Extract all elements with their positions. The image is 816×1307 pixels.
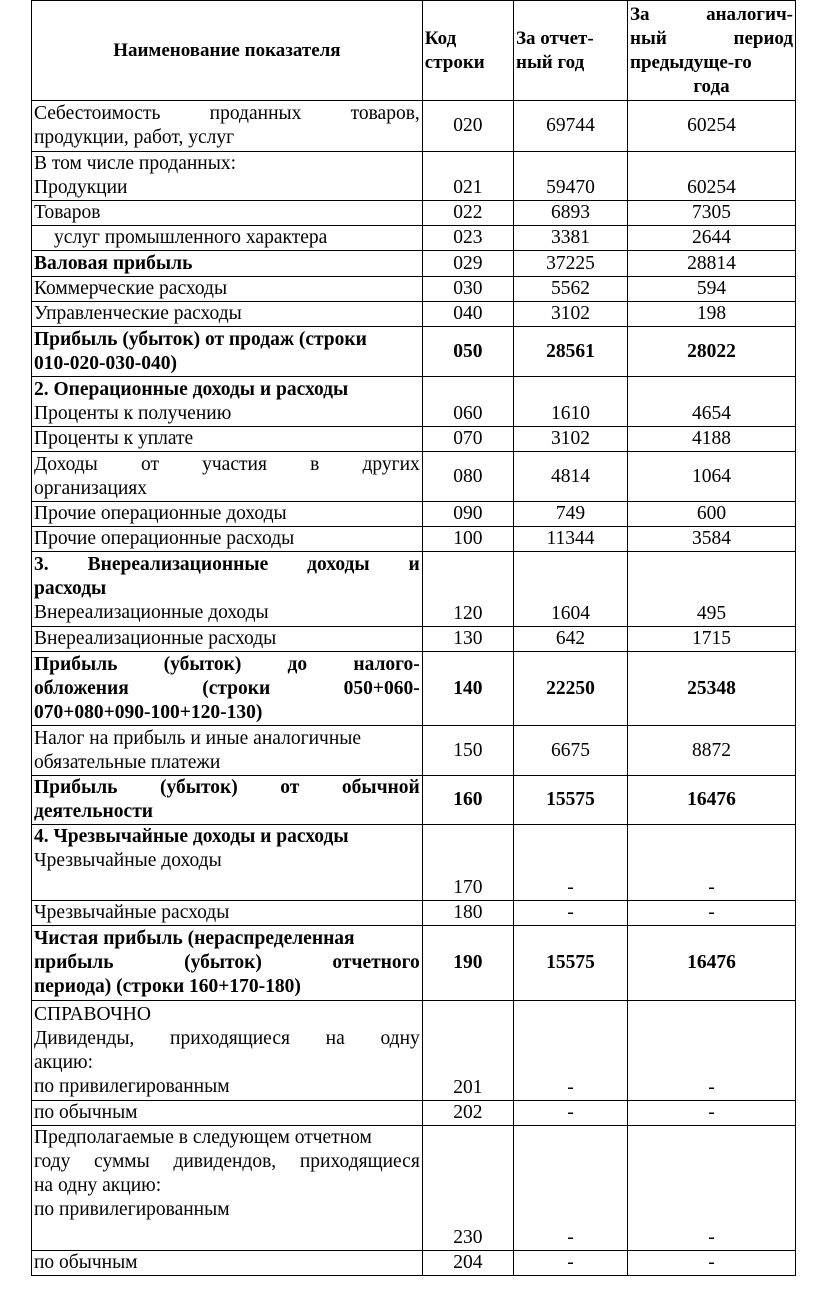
row-previous: - bbox=[628, 1001, 796, 1101]
row-code: 090 bbox=[422, 502, 513, 527]
row-current: 22250 bbox=[514, 652, 628, 726]
row-previous: 4654 bbox=[628, 377, 796, 427]
row-code: 050 bbox=[422, 327, 513, 377]
row-code: 022 bbox=[422, 201, 513, 226]
row-name: 3. Внереализационные доходы и расходы Внереализационные доходы bbox=[32, 552, 423, 627]
table-row bbox=[32, 726, 796, 776]
row-previous: 495 bbox=[628, 552, 796, 627]
table-row bbox=[32, 652, 796, 726]
header-name: Наименование показателя bbox=[32, 1, 423, 101]
table-row bbox=[32, 377, 796, 427]
row-current: - bbox=[514, 1251, 628, 1276]
row-previous: 594 bbox=[628, 277, 796, 302]
row-previous: 8872 bbox=[628, 726, 796, 776]
row-name: 4. Чрезвычайные доходы и расходы Чрезвычайные доходы bbox=[32, 825, 423, 901]
table-row bbox=[32, 101, 796, 152]
row-code: 140 bbox=[422, 652, 513, 726]
table-row bbox=[32, 552, 796, 627]
row-current: 6893 bbox=[514, 201, 628, 226]
row-current: 749 bbox=[514, 502, 628, 527]
financial-results-table bbox=[31, 0, 796, 1276]
row-previous: 2644 bbox=[628, 226, 796, 251]
row-current: - bbox=[514, 901, 628, 926]
table-row bbox=[32, 1251, 796, 1276]
row-name: услуг промышленного характера bbox=[32, 226, 423, 251]
row-name: Чрезвычайные расходы bbox=[32, 901, 423, 926]
row-name: Прибыль (убыток) от обычной деятельности bbox=[32, 776, 423, 825]
row-previous: 4188 bbox=[628, 427, 796, 452]
row-previous: 7305 bbox=[628, 201, 796, 226]
row-code: 060 bbox=[422, 377, 513, 427]
row-previous: 60254 bbox=[628, 152, 796, 201]
table-row bbox=[32, 627, 796, 652]
row-name: Прочие операционные расходы bbox=[32, 527, 423, 552]
row-current: 4814 bbox=[514, 452, 628, 502]
row-code: 023 bbox=[422, 226, 513, 251]
row-previous: - bbox=[628, 1126, 796, 1251]
table-row bbox=[32, 427, 796, 452]
table-row bbox=[32, 302, 796, 327]
row-current: - bbox=[514, 1126, 628, 1251]
table-row bbox=[32, 776, 796, 825]
row-previous: 25348 bbox=[628, 652, 796, 726]
row-code: 201 bbox=[422, 1001, 513, 1101]
table-row bbox=[32, 201, 796, 226]
row-name: Прочие операционные доходы bbox=[32, 502, 423, 527]
row-name: по обычным bbox=[32, 1251, 423, 1276]
row-code: 070 bbox=[422, 427, 513, 452]
row-current: 3102 bbox=[514, 427, 628, 452]
table-row bbox=[32, 527, 796, 552]
table-row bbox=[32, 901, 796, 926]
row-name: Управленческие расходы bbox=[32, 302, 423, 327]
table-row bbox=[32, 251, 796, 277]
row-code: 120 bbox=[422, 552, 513, 627]
row-code: 160 bbox=[422, 776, 513, 825]
section-heading: 4. Чрезвычайные доходы и расходы bbox=[34, 826, 349, 847]
table-row bbox=[32, 226, 796, 251]
table-row bbox=[32, 327, 796, 377]
header-current-year: За отчет- ный год bbox=[514, 1, 628, 101]
row-current: 59470 bbox=[514, 152, 628, 201]
row-current: - bbox=[514, 1001, 628, 1101]
row-previous: 60254 bbox=[628, 101, 796, 152]
row-name: В том числе проданных: Продукции bbox=[32, 152, 423, 201]
row-current: 3381 bbox=[514, 226, 628, 251]
row-code: 020 bbox=[422, 101, 513, 152]
row-current: 15575 bbox=[514, 926, 628, 1001]
row-code: 190 bbox=[422, 926, 513, 1001]
row-current: 3102 bbox=[514, 302, 628, 327]
row-name: Налог на прибыль и иные аналогичные обязательные платежи bbox=[32, 726, 423, 776]
row-current: - bbox=[514, 1101, 628, 1126]
row-code: 202 bbox=[422, 1101, 513, 1126]
row-name: Предполагаемые в следующем отчетном году суммы дивидендов, приходящиеся на одну акцию: по привилегированным bbox=[32, 1126, 423, 1251]
row-code: 030 bbox=[422, 277, 513, 302]
row-code: 230 bbox=[422, 1126, 513, 1251]
header-previous-year: За аналогич- ный период предыдуще-го года bbox=[628, 1, 796, 101]
row-code: 204 bbox=[422, 1251, 513, 1276]
row-name: Внереализационные расходы bbox=[32, 627, 423, 652]
row-code: 170 bbox=[422, 825, 513, 901]
table-row bbox=[32, 926, 796, 1001]
table-row bbox=[32, 1126, 796, 1251]
row-current: 15575 bbox=[514, 776, 628, 825]
row-name: Чистая прибыль (нераспределенная прибыль (убыток) отчетного периода) (строки 160+170-180) bbox=[32, 926, 423, 1001]
table-row bbox=[32, 277, 796, 302]
row-code: 021 bbox=[422, 152, 513, 201]
row-current: 642 bbox=[514, 627, 628, 652]
row-previous: 16476 bbox=[628, 926, 796, 1001]
header-row bbox=[32, 1, 796, 101]
row-previous: - bbox=[628, 1251, 796, 1276]
row-previous: 28022 bbox=[628, 327, 796, 377]
table-row bbox=[32, 1101, 796, 1126]
row-previous: 16476 bbox=[628, 776, 796, 825]
row-name: 2. Операционные доходы и расходы Проценты к получению bbox=[32, 377, 423, 427]
header-code: Код строки bbox=[422, 1, 513, 101]
table-row bbox=[32, 825, 796, 901]
row-name: Валовая прибыль bbox=[32, 251, 423, 277]
section-heading: 3. Внереализационные доходы и bbox=[34, 554, 420, 575]
section-heading: 2. Операционные доходы и расходы bbox=[34, 378, 349, 400]
row-code: 150 bbox=[422, 726, 513, 776]
table-row bbox=[32, 1001, 796, 1101]
row-name: Коммерческие расходы bbox=[32, 277, 423, 302]
row-code: 040 bbox=[422, 302, 513, 327]
row-code: 080 bbox=[422, 452, 513, 502]
row-previous: - bbox=[628, 1101, 796, 1126]
row-name: Прибыль (убыток) от продаж (строки 010-020-030-040) bbox=[32, 327, 423, 377]
row-previous: - bbox=[628, 825, 796, 901]
row-code: 100 bbox=[422, 527, 513, 552]
row-current: 69744 bbox=[514, 101, 628, 152]
row-name: Доходы от участия в других организациях bbox=[32, 452, 423, 502]
row-name: Проценты к уплате bbox=[32, 427, 423, 452]
row-previous: 1715 bbox=[628, 627, 796, 652]
row-code: 029 bbox=[422, 251, 513, 277]
row-current: - bbox=[514, 825, 628, 901]
row-previous: 1064 bbox=[628, 452, 796, 502]
table-row bbox=[32, 502, 796, 527]
row-name: Товаров bbox=[32, 201, 423, 226]
row-name: СПРАВОЧНО Дивиденды, приходящиеся на одну акцию: по привилегированным bbox=[32, 1001, 423, 1101]
row-code: 180 bbox=[422, 901, 513, 926]
row-name: Себестоимость проданных товаров, продукции, работ, услуг bbox=[32, 101, 423, 152]
row-current: 11344 bbox=[514, 527, 628, 552]
row-current: 37225 bbox=[514, 251, 628, 277]
row-previous: 600 bbox=[628, 502, 796, 527]
row-code: 130 bbox=[422, 627, 513, 652]
row-previous: 3584 bbox=[628, 527, 796, 552]
row-previous: 198 bbox=[628, 302, 796, 327]
row-name: Прибыль (убыток) до налого- обложения (строки 050+060- 070+080+090-100+120-130) bbox=[32, 652, 423, 726]
row-current: 5562 bbox=[514, 277, 628, 302]
row-name: по обычным bbox=[32, 1101, 423, 1126]
row-current: 6675 bbox=[514, 726, 628, 776]
row-previous: - bbox=[628, 901, 796, 926]
row-current: 1610 bbox=[514, 377, 628, 427]
row-current: 28561 bbox=[514, 327, 628, 377]
row-current: 1604 bbox=[514, 552, 628, 627]
table-row bbox=[32, 452, 796, 502]
table-row bbox=[32, 152, 796, 201]
row-previous: 28814 bbox=[628, 251, 796, 277]
